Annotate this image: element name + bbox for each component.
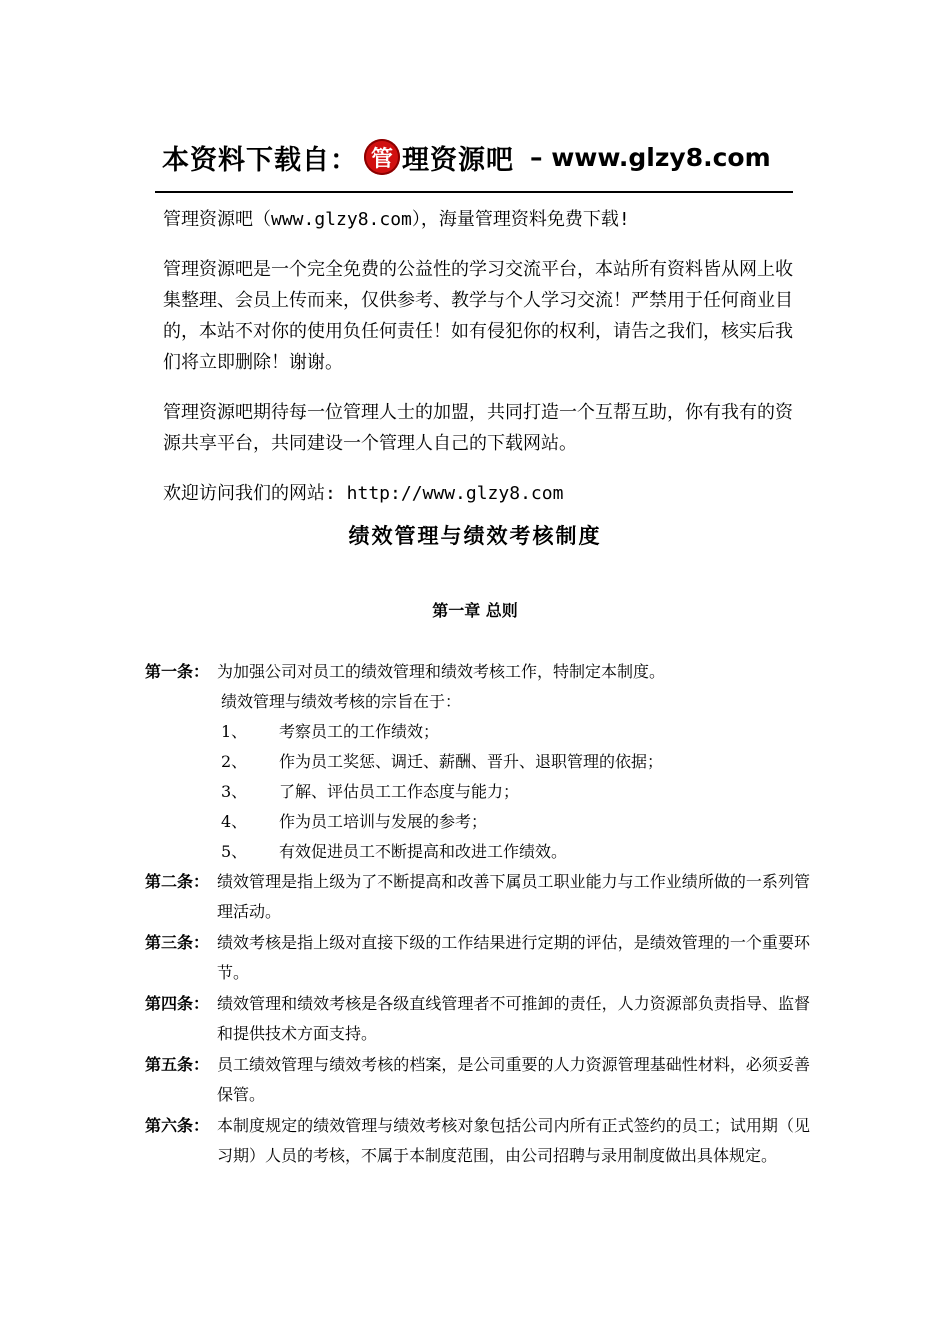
list-item-number: 5、: [221, 842, 248, 861]
article-1: [145, 657, 810, 687]
chapter-heading: 第一章 总则: [432, 601, 518, 620]
list-item-text: 了解、评估员工工作态度与能力；: [279, 782, 520, 801]
banner-site-name: 理资源吧: [402, 144, 514, 176]
article-4: [145, 989, 810, 1049]
document-title: 绩效管理与绩效考核制度: [348, 524, 602, 548]
article-5-text: 员工绩效管理与绩效考核的档案，是公司重要的人力资源管理基础性材料，必须妥善保管。: [217, 1055, 810, 1104]
list-item-text: 作为员工培训与发展的参考；: [279, 812, 488, 831]
banner-divider: [155, 191, 793, 193]
article-6-label: 第六条：: [145, 1116, 210, 1135]
article-5-label: 第五条：: [145, 1055, 210, 1074]
site-intro: [163, 204, 803, 509]
list-item: [145, 807, 810, 837]
download-banner: [162, 132, 802, 182]
banner-url: – www.glzy8.com: [530, 142, 771, 172]
list-item-number: 4、: [221, 812, 248, 831]
list-item: [145, 747, 810, 777]
article-4-label: 第四条：: [145, 994, 210, 1013]
intro-line-1: 管理资源吧（www.glzy8.com），海量管理资料免费下载!: [163, 209, 630, 230]
article-6: [145, 1111, 810, 1171]
article-2-text: 绩效管理是指上级为了不断提高和改善下属员工职业能力与工作业绩所做的一系列管理活动。: [217, 872, 810, 921]
article-1-label: 第一条：: [145, 662, 210, 681]
list-item: [145, 717, 810, 747]
site-logo-icon: 管: [364, 139, 400, 175]
banner-prefix: 本资料下载自：: [162, 144, 358, 176]
list-item-text: 考察员工的工作绩效；: [279, 722, 440, 741]
article-3: [145, 928, 810, 988]
article-3-label: 第三条：: [145, 933, 210, 952]
article-2-label: 第二条：: [145, 872, 210, 891]
article-1-text: 为加强公司对员工的绩效管理和绩效考核工作，特制定本制度。: [217, 662, 666, 681]
list-item: [145, 837, 810, 867]
intro-paragraph-3: 管理资源吧期待每一位管理人士的加盟，共同打造一个互帮互助，你有我有的资源共享平台，共同建设一个管理人自己的下载网站。: [163, 402, 793, 454]
article-4-text: 绩效管理和绩效考核是各级直线管理者不可推卸的责任，人力资源部负责指导、监督和提供技术方面支持。: [217, 994, 810, 1043]
list-item-text: 作为员工奖惩、调迁、薪酬、晋升、退职管理的依据；: [279, 752, 664, 771]
purpose-intro: 绩效管理与绩效考核的宗旨在于：: [221, 692, 462, 711]
list-item-number: 3、: [221, 782, 248, 801]
list-item: [145, 777, 810, 807]
article-3-text: 绩效考核是指上级对直接下级的工作结果进行定期的评估，是绩效管理的一个重要环节。: [217, 933, 810, 982]
list-item-number: 2、: [221, 752, 248, 771]
article-6-text: 本制度规定的绩效管理与绩效考核对象包括公司内所有正式签约的员工；试用期（见习期）人员的考核，不属于本制度范围，由公司招聘与录用制度做出具体规定。: [217, 1116, 810, 1165]
list-item-text: 有效促进员工不断提高和改进工作绩效。: [279, 842, 568, 861]
intro-welcome-line: 欢迎访问我们的网站: http://www.glzy8.com: [163, 483, 564, 504]
articles: [145, 657, 810, 1171]
intro-paragraph-2: 管理资源吧是一个完全免费的公益性的学习交流平台，本站所有资料皆从网上收集整理、会员上传而来，仅供参考、教学与个人学习交流！严禁用于任何商业目的，本站不对你的使用负任何责任！如有侵犯你的权利，请告之我们，核实后我们将立即删除！谢谢。: [163, 259, 793, 373]
list-item-number: 1、: [221, 722, 248, 741]
article-2: [145, 867, 810, 927]
article-5: [145, 1050, 810, 1110]
